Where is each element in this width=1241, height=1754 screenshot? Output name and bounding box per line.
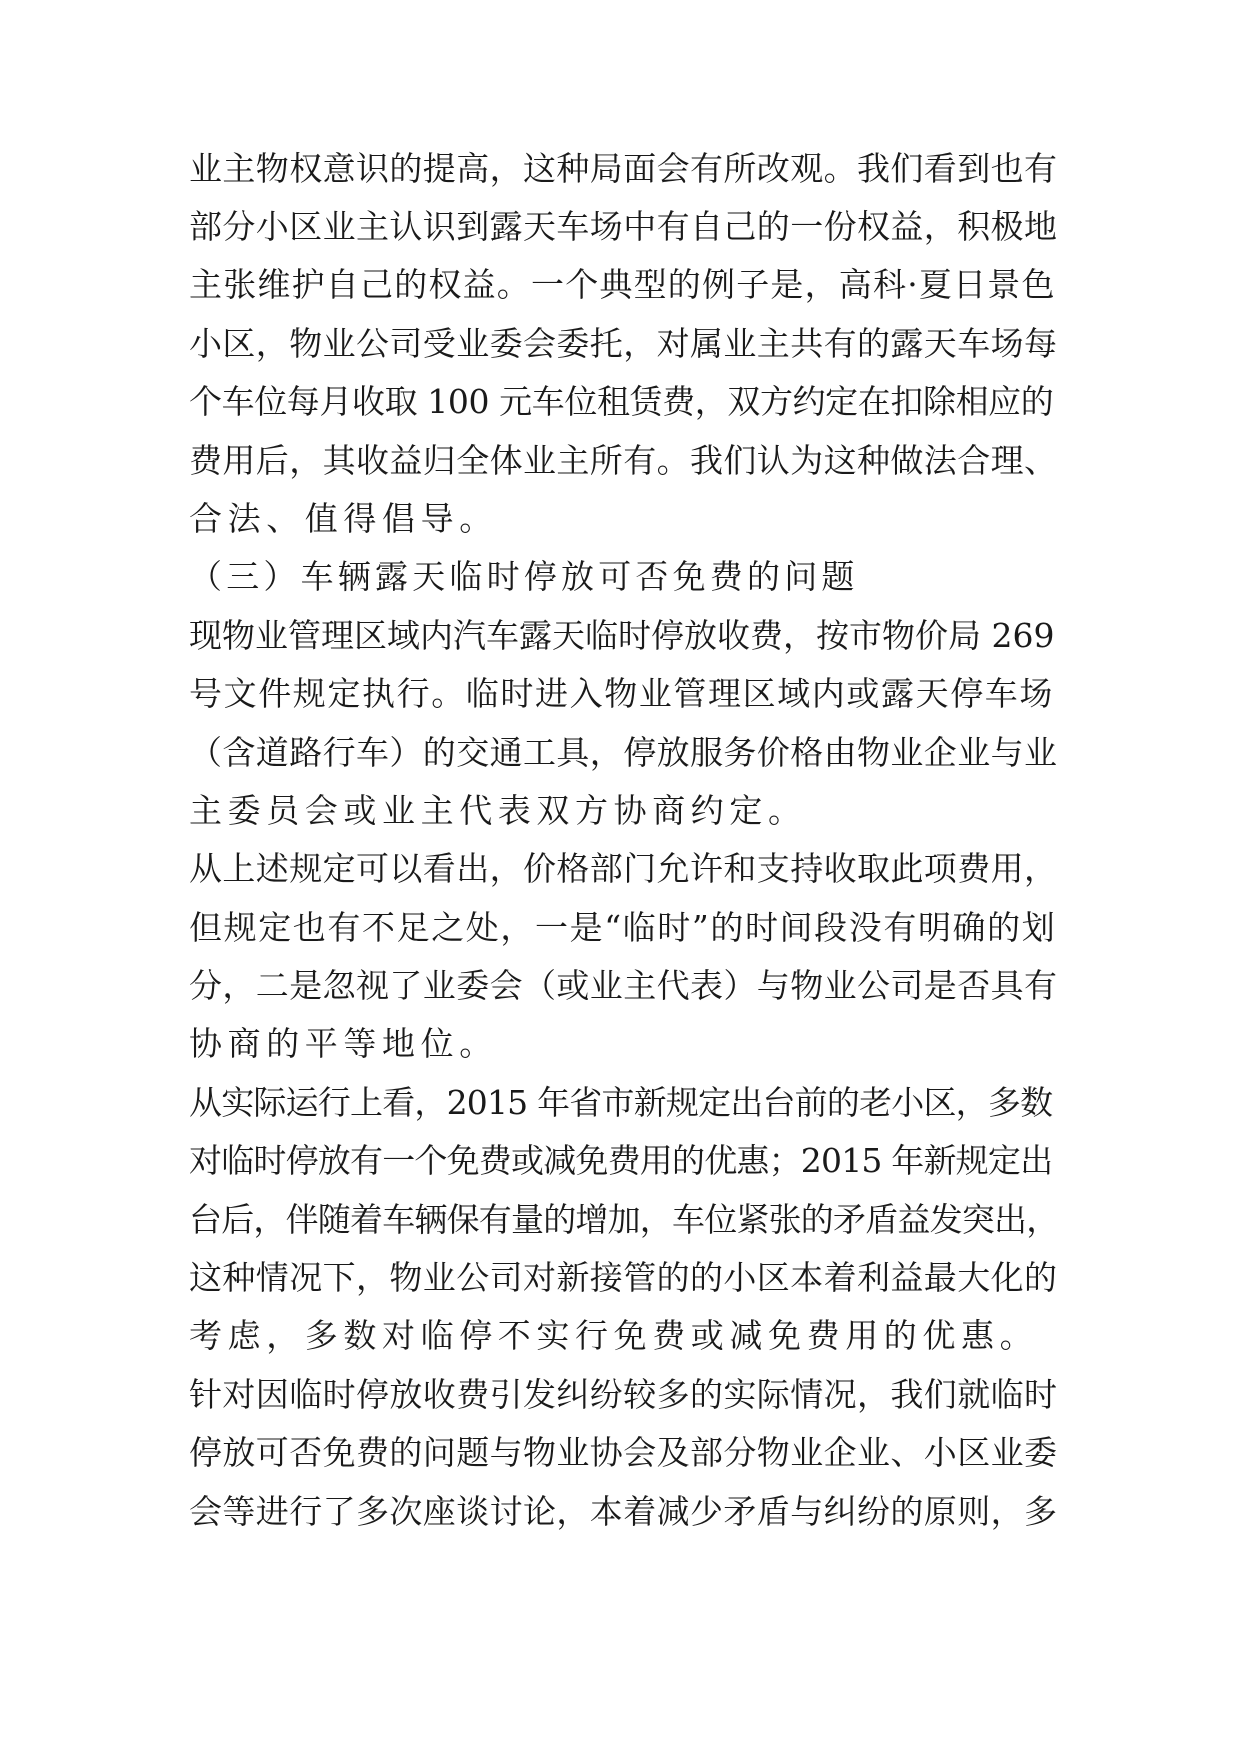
paragraph-line: 小区，物业公司受业委会委托，对属业主共有的露天车场每	[189, 324, 1058, 363]
paragraph-line: 停放可否免费的问题与物业协会及部分物业企业、小区业委	[189, 1433, 1058, 1472]
paragraph-line: 业主物权意识的提高，这种局面会有所改观。我们看到也有	[189, 149, 1058, 188]
paragraph-line: 从上述规定可以看出，价格部门允许和支持收取此项费用，	[189, 849, 1058, 888]
section-heading: （三）车辆露天临时停放可否免费的问题	[189, 557, 859, 596]
paragraph-line: 但规定也有不足之处，一是“临时”的时间段没有明确的划	[189, 908, 1057, 947]
paragraph-line: 费用后，其收益归全体业主所有。我们认为这种做法合理、	[189, 441, 1058, 480]
paragraph-line: 号文件规定执行。临时进入物业管理区域内或露天停车场	[189, 674, 1054, 713]
paragraph-line: 主张维护自己的权益。一个典型的例子是，高科·夏日景色	[189, 265, 1056, 304]
paragraph-line: 这种情况下，物业公司对新接管的的小区本着利益最大化的	[189, 1258, 1058, 1297]
paragraph-line: 考虑，多数对临停不实行免费或减免费用的优惠。	[189, 1316, 1039, 1355]
paragraph-line: 对临时停放有一个免费或减免费用的优惠；2015 年新规定出	[189, 1141, 1053, 1180]
paragraph-line: 台后，伴随着车辆保有量的增加，车位紧张的矛盾益发突出，	[189, 1200, 1059, 1239]
paragraph-line: 分，二是忽视了业委会（或业主代表）与物业公司是否具有	[189, 966, 1058, 1005]
paragraph-line: 部分小区业主认识到露天车场中有自己的一份权益，积极地	[189, 207, 1058, 246]
paragraph-line: 从实际运行上看，2015 年省市新规定出台前的老小区，多数	[189, 1083, 1053, 1122]
paragraph-line: 合法、值得倡导。	[189, 499, 498, 538]
paragraph-line: 针对因临时停放收费引发纠纷较多的实际情况，我们就临时	[189, 1375, 1058, 1414]
paragraph-line: 现物业管理区域内汽车露天临时停放收费，按市物价局 269	[189, 616, 1055, 655]
paragraph-line: 个车位每月收取 100 元车位租赁费，双方约定在扣除相应的	[189, 382, 1054, 421]
paragraph-line: 会等进行了多次座谈讨论，本着减少矛盾与纠纷的原则，多	[189, 1492, 1058, 1531]
paragraph-line: 主委员会或业主代表双方协商约定。	[189, 791, 807, 830]
paragraph-line: 协商的平等地位。	[189, 1024, 498, 1063]
paragraph-line: （含道路行车）的交通工具，停放服务价格由物业企业与业	[189, 733, 1058, 772]
